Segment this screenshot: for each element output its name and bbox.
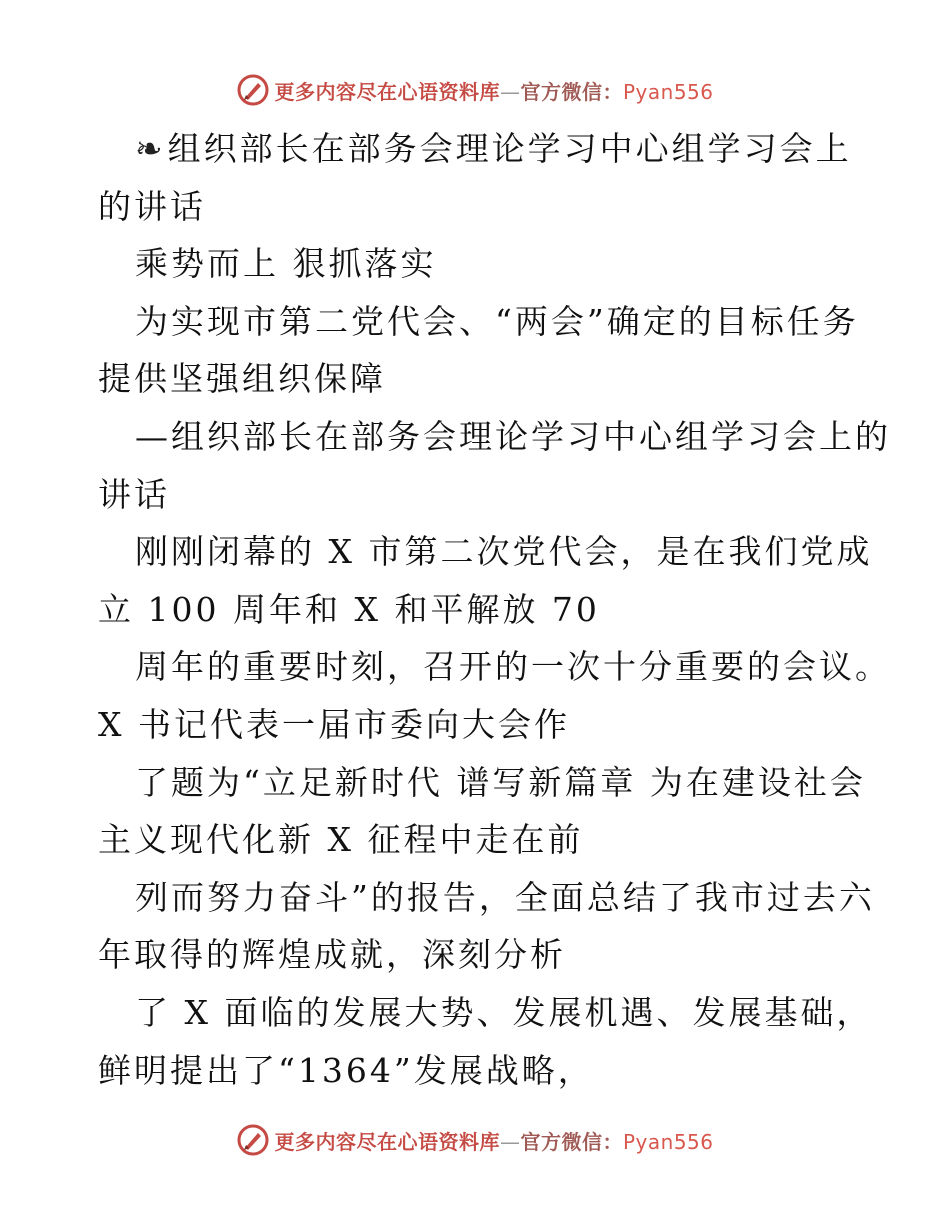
text-line xyxy=(98,696,858,754)
text-line-content: 列而努力奋斗”的报告，全面总结了我市过去六 xyxy=(135,877,875,917)
text-line-content: 了 X 面临的发展大势、发展机遇、发展基础， xyxy=(135,992,873,1032)
banner-text xyxy=(274,1126,713,1155)
floral-bullet-icon: ❧ xyxy=(135,129,166,168)
text-line-content: 提供坚强组织保障 xyxy=(98,359,386,399)
banner-wechat-id: Pyan556 xyxy=(622,79,714,104)
text-line-content: 组织部长在部务会理论学习中心组学习会上 xyxy=(167,129,852,168)
text-line-content: 主义现代化新 X 征程中走在前 xyxy=(98,820,584,860)
text-line-content: 鲜明提出了“1364”发展战略， xyxy=(98,1050,594,1090)
text-line-content: 为实现市第二党代会、“两会”确定的目标任务 xyxy=(135,301,859,341)
text-line xyxy=(98,811,858,869)
text-line xyxy=(98,120,858,178)
text-line-content: 讲话 xyxy=(98,474,170,514)
text-line-content: 乘势而上 狠抓落实 xyxy=(135,244,437,284)
text-line-content: 刚刚闭幕的 X 市第二次党代会，是在我们党成 xyxy=(135,532,873,572)
text-line xyxy=(98,869,875,927)
text-line xyxy=(98,754,866,812)
text-line xyxy=(98,1042,858,1100)
text-line xyxy=(98,926,858,984)
text-line xyxy=(98,984,873,1042)
text-line-content: —组织部长在部务会理论学习中心组学习会上的 xyxy=(135,416,891,456)
text-line xyxy=(98,523,873,581)
text-line-content: 周年的重要时刻，召开的一次十分重要的会议。 xyxy=(135,647,891,687)
banner-wechat-label: 官方微信： xyxy=(520,79,623,104)
text-line-content: 了题为“立足新时代 谱写新篇章 为在建设社会 xyxy=(135,762,866,802)
banner-site-text: 更多内容尽在心语资料库 xyxy=(274,79,500,104)
text-line-content: 的讲话 xyxy=(98,186,206,226)
banner-text xyxy=(274,76,713,105)
pen-logo-icon xyxy=(236,73,270,107)
text-line-content: 立 100 周年和 X 和平解放 70 xyxy=(98,589,600,629)
pen-logo-icon xyxy=(236,1123,270,1157)
text-line xyxy=(98,581,858,639)
document-body xyxy=(98,120,891,1099)
text-line xyxy=(98,293,858,351)
text-line xyxy=(98,350,858,408)
banner-site-text: 更多内容尽在心语资料库 xyxy=(274,1129,500,1154)
banner-separator: — xyxy=(499,1129,521,1154)
text-line xyxy=(98,235,858,293)
text-line xyxy=(98,466,858,524)
footer-banner xyxy=(0,1120,950,1160)
banner-wechat-id: Pyan556 xyxy=(622,1129,714,1154)
text-line xyxy=(98,638,891,696)
text-line-content: 年取得的辉煌成就，深刻分析 xyxy=(98,935,566,975)
text-line xyxy=(98,178,858,236)
banner-separator: — xyxy=(499,79,521,104)
banner-wechat-label: 官方微信： xyxy=(520,1129,623,1154)
header-banner xyxy=(0,70,950,110)
text-line xyxy=(98,408,891,466)
text-line-content: X 书记代表一届市委向大会作 xyxy=(98,704,570,744)
